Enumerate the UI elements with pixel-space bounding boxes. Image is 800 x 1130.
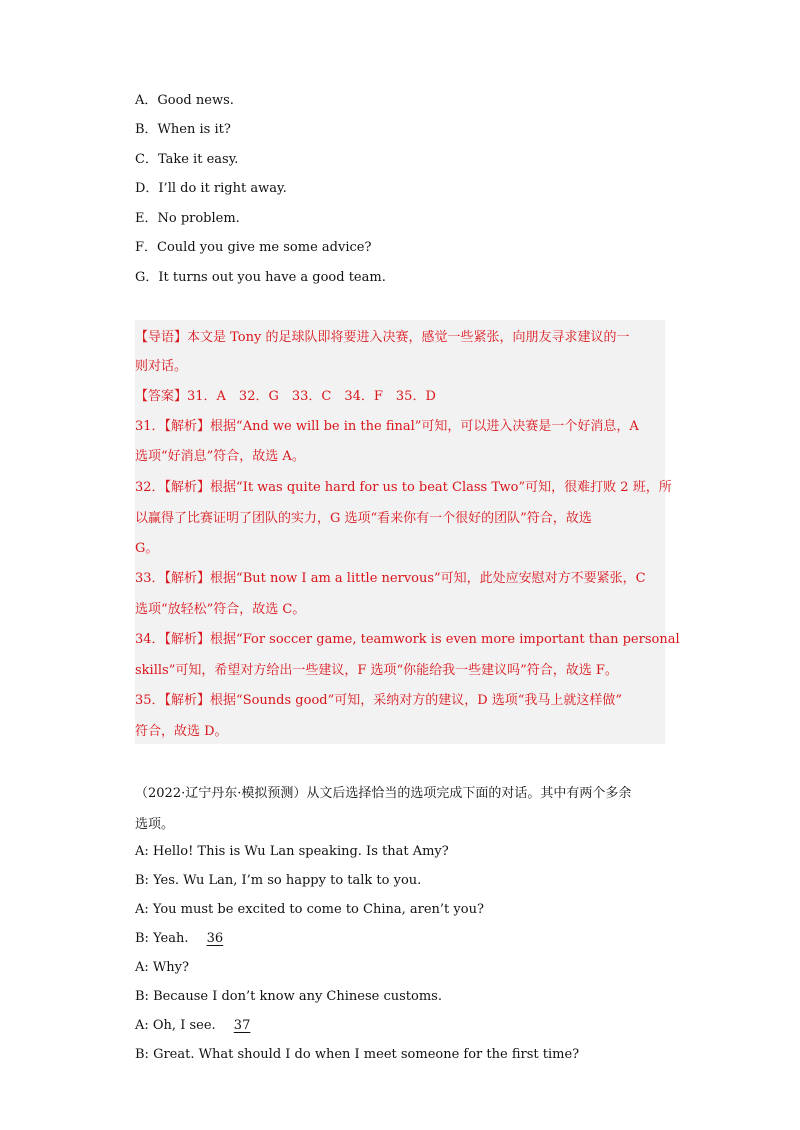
answer-key: 【答案】31．A 32．G 33．C 34．F 35．D <box>135 389 436 404</box>
analysis-line: 32．【解析】根据“It was quite hard for us to beat Class Two”可知，很难打败 2 班，所 <box>135 480 672 495</box>
dialogue-text: B: Yeah. <box>135 931 193 946</box>
option-g: G．It turns out you have a good team. <box>135 270 386 285</box>
dialogue-line <box>135 930 237 948</box>
dialogue-line: A: Hello! This is Wu Lan speaking. Is that Amy? <box>135 844 449 859</box>
analysis-line: 33．【解析】根据“But now I am a little nervous”可知，此处应安慰对方不要紧张，C <box>135 571 646 586</box>
dialogue-text: A: Oh, I see. <box>135 1018 220 1033</box>
option-e: E．No problem. <box>135 211 240 226</box>
analysis-line: 则对话。 <box>135 359 188 374</box>
option-b: B．When is it? <box>135 122 231 137</box>
analysis-line: 选项“好消息”符合，故选 A。 <box>135 449 305 464</box>
analysis-line: 【导语】本文是 Tony 的足球队即将要进入决赛，感觉一些紧张，向朋友寻求建议的一 <box>135 330 630 345</box>
dialogue-line: A: You must be excited to come to China, aren’t you? <box>135 902 484 917</box>
dialogue-line: B: Yes. Wu Lan, I’m so happy to talk to you. <box>135 873 422 888</box>
dialogue-line: A: Why? <box>135 960 189 975</box>
option-c: C．Take it easy. <box>135 152 239 167</box>
answer-blank-36[interactable]: 36 <box>206 931 224 946</box>
option-f: F．Could you give me some advice? <box>135 240 372 255</box>
dialogue-line: B: Because I don’t know any Chinese customs. <box>135 989 442 1004</box>
question-intro-cont: 选项。 <box>135 817 175 832</box>
analysis-line: 符合，故选 D。 <box>135 724 228 739</box>
analysis-line: 31．【解析】根据“And we will be in the final”可知，可以进入决赛是一个好消息，A <box>135 419 639 434</box>
option-d: D．I’ll do it right away. <box>135 181 287 196</box>
question-intro: （2022·辽宁丹东·模拟预测）从文后选择恰当的选项完成下面的对话。其中有两个多余 <box>135 786 632 801</box>
dialogue-line <box>135 1017 264 1035</box>
analysis-box <box>135 320 680 744</box>
dialogue-line: B: Great. What should I do when I meet someone for the first time? <box>135 1047 580 1062</box>
analysis-line: G。 <box>135 541 159 556</box>
analysis-line: 34．【解析】根据“For soccer game, teamwork is even more important than personal <box>135 632 680 647</box>
analysis-line: 35．【解析】根据“Sounds good”可知，采纳对方的建议，D 选项“我马上就这样做” <box>135 693 623 708</box>
answer-blank-37[interactable]: 37 <box>233 1018 251 1033</box>
option-a: A．Good news. <box>135 93 234 108</box>
analysis-line: 选项“放轻松”符合，故选 C。 <box>135 602 306 617</box>
analysis-line: 以赢得了比赛证明了团队的实力，G 选项“看来你有一个很好的团队”符合，故选 <box>135 511 592 526</box>
analysis-line: skills”可知，希望对方给出一些建议，F 选项“你能给我一些建议吗”符合，故选 F。 <box>135 663 618 678</box>
